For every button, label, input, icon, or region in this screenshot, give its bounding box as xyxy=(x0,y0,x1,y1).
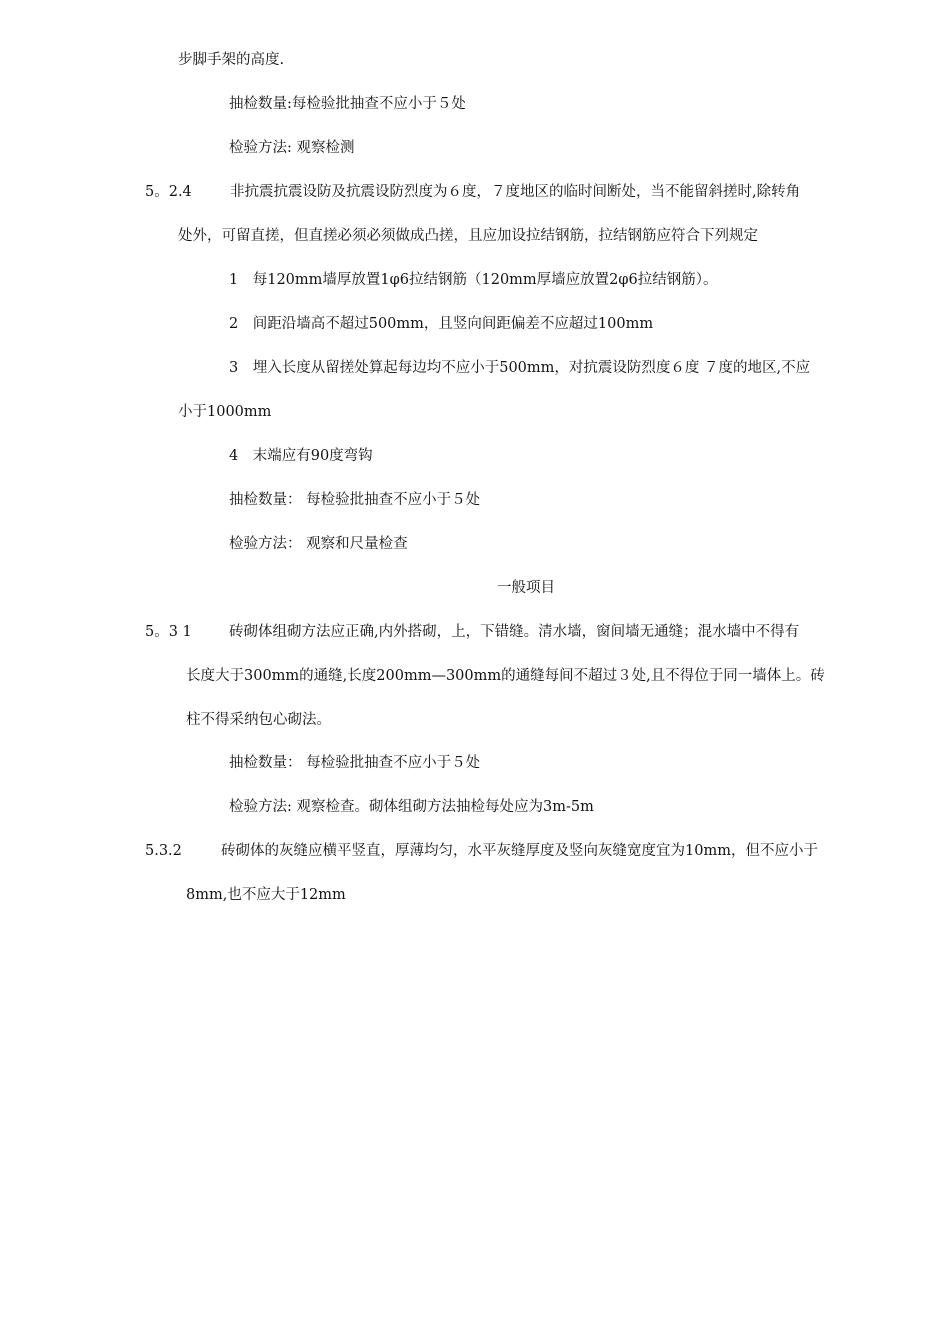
clause-531-line-3: 柱不得采纳包心砌法。 xyxy=(186,712,331,728)
section-heading: 一般项目 xyxy=(497,580,555,596)
clause-524-item-1: 1 每120mm墙厚放置1φ6拉结钢筋（120mm厚墙应放置2φ6拉结钢筋）。 xyxy=(229,272,718,288)
clause-number-532: 5.3.2 xyxy=(145,843,182,859)
clause-531-line-2: 长度大于300mm的通缝,长度200mm—300mm的通缝每间不超过３处,且不得位于同一墙体上。砖 xyxy=(186,668,825,684)
inspection-method-2: 检验方法： 观察和尺量检查 xyxy=(229,536,408,552)
clause-524-item-3: 3 埋入长度从留搓处算起每边均不应小于500mm，对抗震设防烈度６度 ７度的地区,不应 xyxy=(229,360,811,376)
continuation-text: 步脚手架的高度. xyxy=(178,52,285,68)
sampling-quantity-1: 抽检数量:每检验批抽查不应小于５处 xyxy=(229,96,466,112)
clause-number-524: 5。2.4 xyxy=(145,184,192,200)
clause-524-line-1: 非抗震抗震设防及抗震设防烈度为６度，７度地区的临时间断处，当不能留斜搓时,除转角 xyxy=(230,184,801,200)
inspection-method-3: 检验方法: 观察检查。砌体组砌方法抽检每处应为3m-5m xyxy=(229,799,594,815)
clause-524-line-2: 处外，可留直搓，但直搓必须必须做成凸搓，且应加设拉结钢筋，拉结钢筋应符合下列规定 xyxy=(178,228,758,244)
sampling-quantity-2: 抽检数量： 每检验批抽查不应小于５处 xyxy=(229,492,481,508)
sampling-quantity-3: 抽检数量： 每检验批抽查不应小于５处 xyxy=(229,755,481,771)
clause-531-line-1: 砖砌体组砌方法应正确,内外搭砌，上，下错缝。清水墙，窗间墙无通缝；混水墙中不得有 xyxy=(229,624,800,640)
clause-524-item-4: 4 末端应有90度弯钩 xyxy=(229,448,373,464)
clause-532-line-1: 砖砌体的灰缝应横平竖直，厚薄均匀，水平灰缝厚度及竖向灰缝宽度宜为10mm，但不应小于 xyxy=(221,843,818,859)
clause-532-line-2: 8mm,也不应大于12mm xyxy=(186,887,346,903)
clause-number-531: 5。3 1 xyxy=(145,624,192,640)
clause-524-item-3-cont: 小于1000mm xyxy=(178,404,272,420)
inspection-method-1: 检验方法: 观察检测 xyxy=(229,140,355,156)
clause-524-item-2: 2 间距沿墙高不超过500mm，且竖向间距偏差不应超过100mm xyxy=(229,316,654,332)
